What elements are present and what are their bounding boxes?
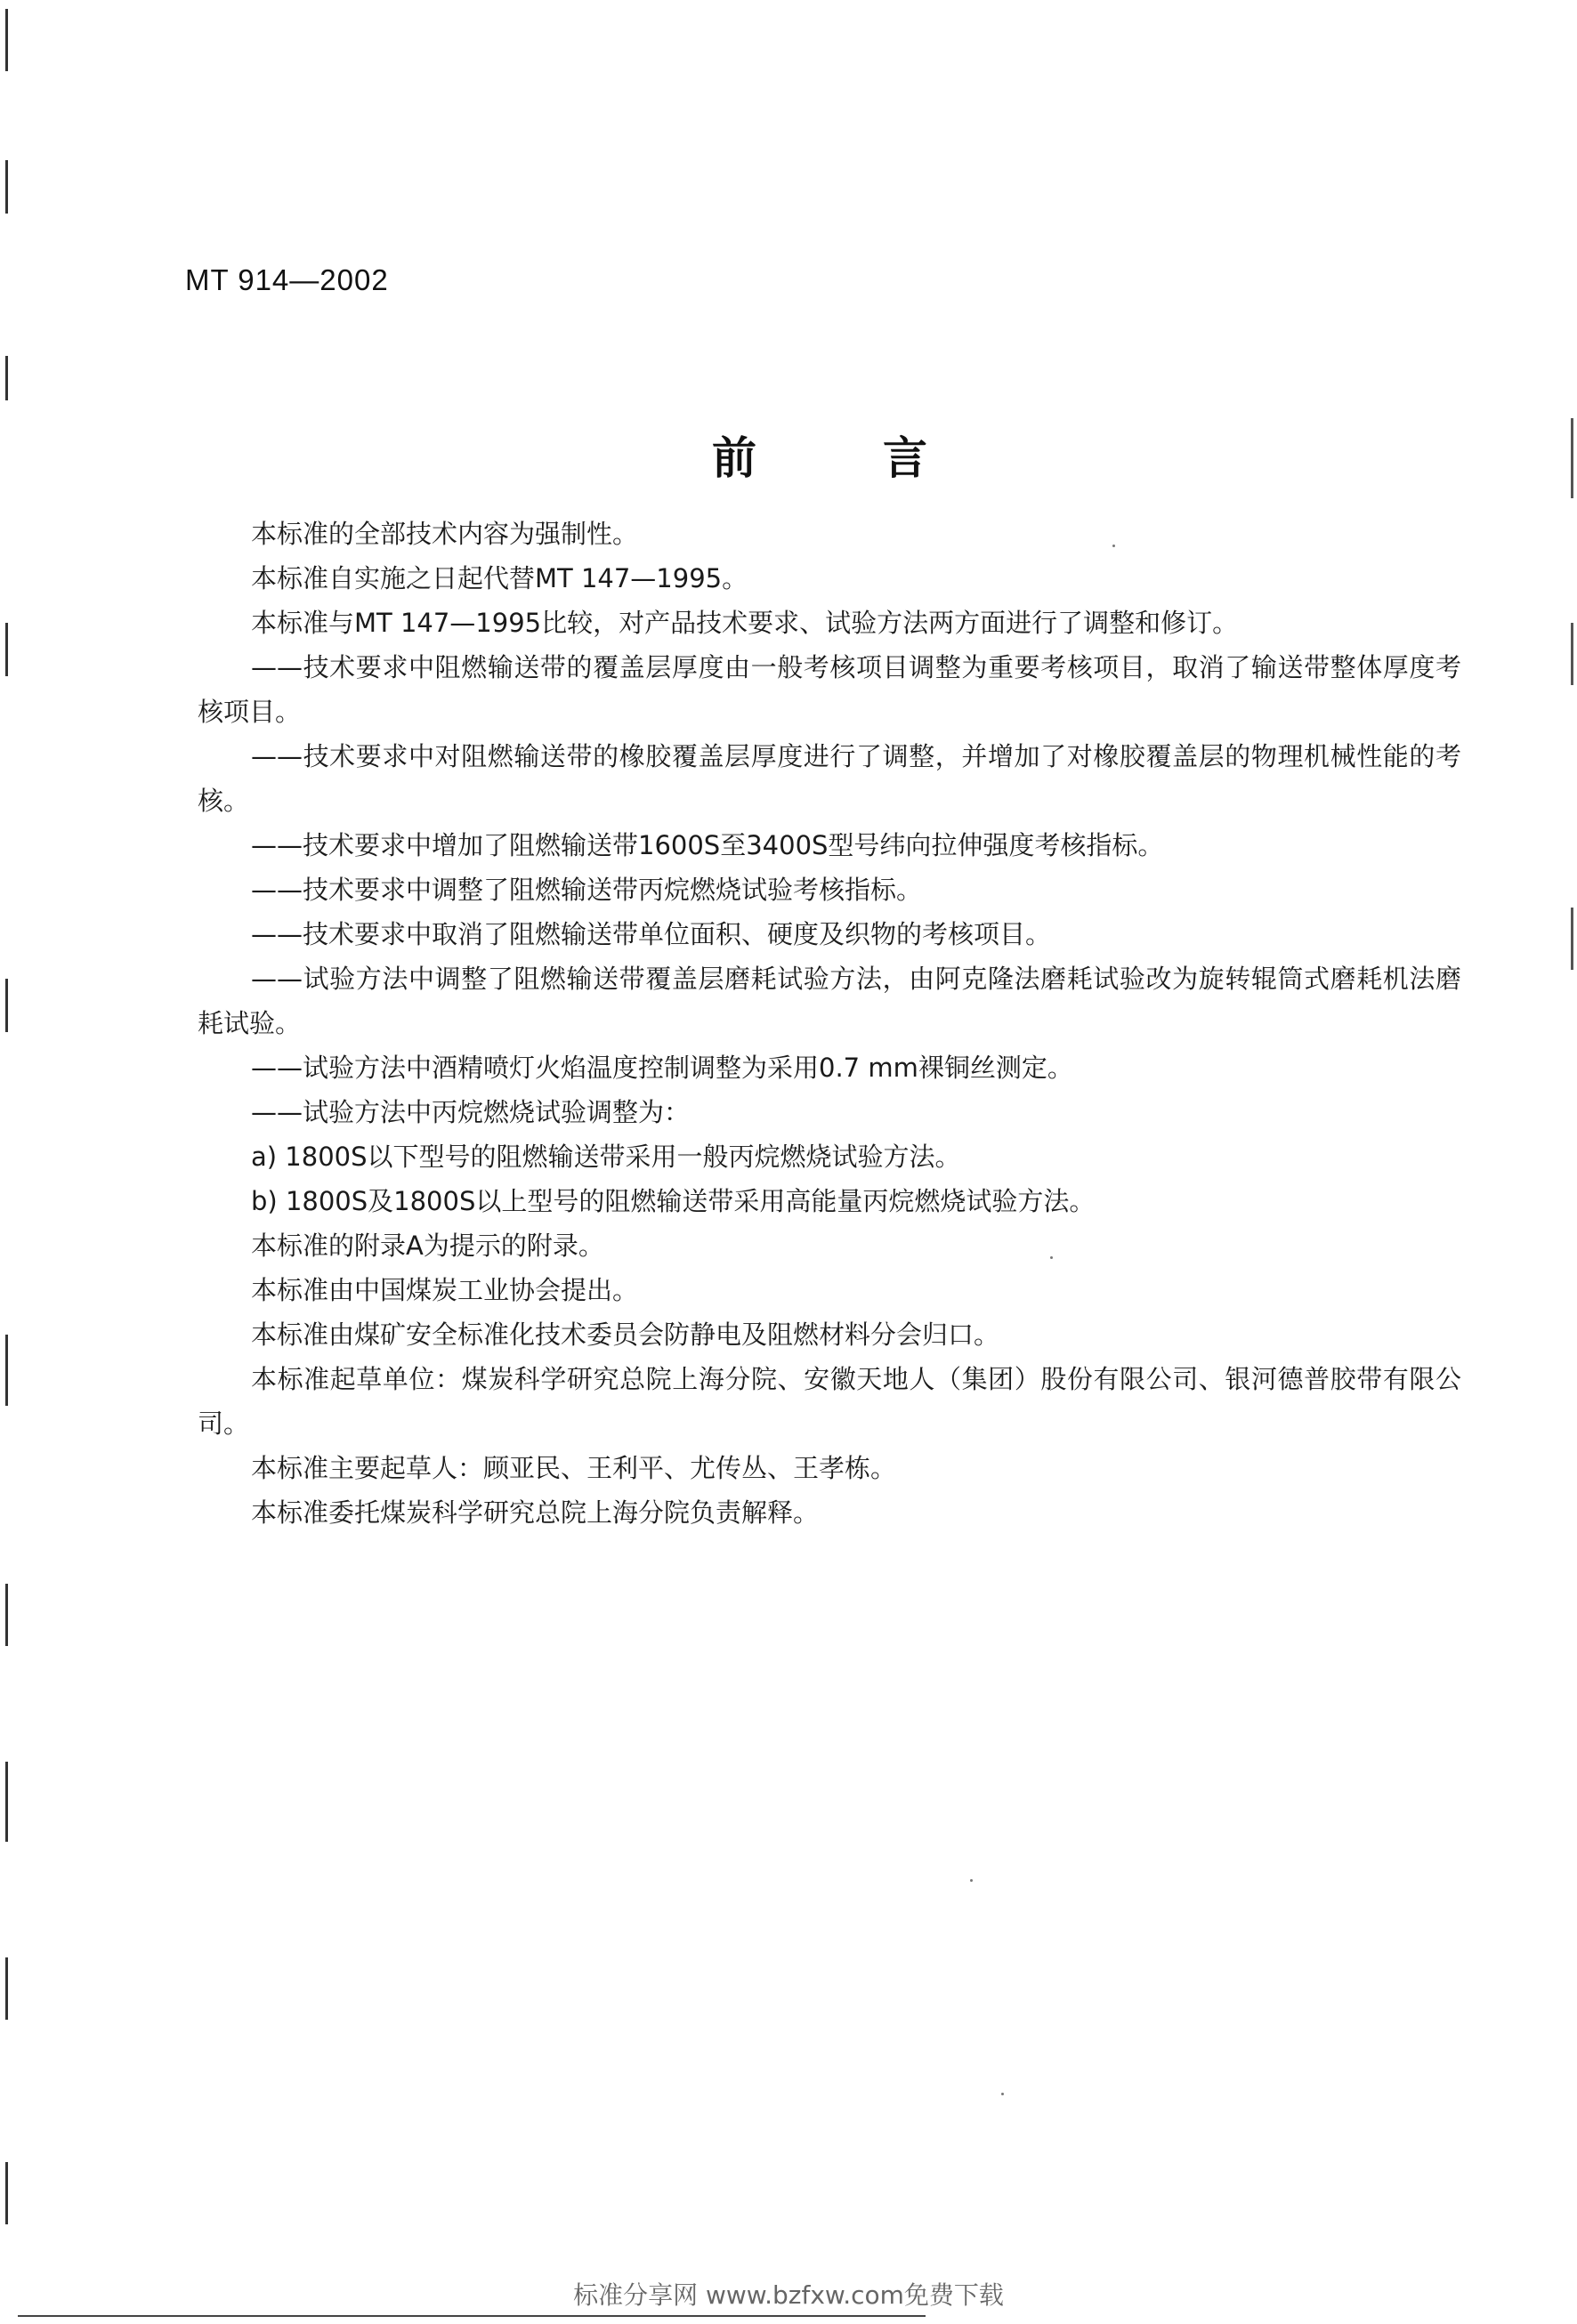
- footer-rule: [18, 2315, 926, 2317]
- scan-edge-mark: [5, 160, 8, 214]
- paragraph: ——技术要求中增加了阻燃输送带1600S至3400S型号纬向拉伸强度考核指标。: [251, 830, 1164, 860]
- paragraph: 本标准由煤矿安全标准化技术委员会防静电及阻燃材料分会归口。: [251, 1319, 1000, 1350]
- list-item: a) 1800S以下型号的阻燃输送带采用一般丙烷燃烧试验方法。: [251, 1142, 961, 1172]
- scan-speck: [970, 1879, 973, 1882]
- scan-speck: [1050, 1256, 1053, 1259]
- paragraph: 本标准由中国煤炭工业协会提出。: [251, 1275, 639, 1305]
- paragraph: ——技术要求中阻燃输送带的覆盖层厚度由一般考核项目调整为重要考核项目，取消了输送带整体厚度考核项目。: [198, 652, 1461, 727]
- paragraph: 本标准主要起草人：顾亚民、王利平、尤传丛、王孝栋。: [251, 1453, 897, 1483]
- paragraph: ——技术要求中取消了阻燃输送带单位面积、硬度及织物的考核项目。: [251, 919, 1052, 949]
- standard-number: MT 914—2002: [185, 263, 389, 296]
- scan-edge-mark: [5, 356, 8, 400]
- scan-edge-mark: [5, 2162, 8, 2224]
- scan-edge-mark: [5, 623, 8, 676]
- scan-edge-mark: [1571, 623, 1573, 685]
- paragraph: ——技术要求中对阻燃输送带的橡胶覆盖层厚度进行了调整，并增加了对橡胶覆盖层的物理机械性能的考核。: [198, 741, 1461, 816]
- scan-speck: [1001, 2093, 1004, 2095]
- scan-edge-mark: [5, 979, 8, 1032]
- paragraph: 本标准的全部技术内容为强制性。: [251, 519, 639, 549]
- scan-edge-mark: [5, 1762, 8, 1842]
- paragraph: 本标准的附录A为提示的附录。: [251, 1231, 604, 1261]
- footer-watermark: 标准分享网 www.bzfxw.com免费下载: [573, 2280, 1004, 2310]
- title-char-2: 言: [883, 432, 927, 484]
- scan-speck: [1112, 545, 1115, 547]
- paragraph: 本标准与MT 147—1995比较，对产品技术要求、试验方法两方面进行了调整和修订。: [251, 608, 1239, 638]
- scan-edge-mark: [1571, 418, 1573, 498]
- scan-edge-mark: [1571, 908, 1573, 970]
- list-item: b) 1800S及1800S以上型号的阻燃输送带采用高能量丙烷燃烧试验方法。: [251, 1186, 1096, 1216]
- paragraph: ——技术要求中调整了阻燃输送带丙烷燃烧试验考核指标。: [251, 875, 923, 905]
- paragraph: ——试验方法中调整了阻燃输送带覆盖层磨耗试验方法，由阿克隆法磨耗试验改为旋转辊筒式磨耗机法磨耗试验。: [198, 964, 1461, 1038]
- paragraph: ——试验方法中丙烷燃烧试验调整为：: [251, 1097, 691, 1127]
- scan-edge-mark: [5, 1584, 8, 1646]
- scan-edge-mark: [5, 1335, 8, 1406]
- scan-edge-mark: [5, 9, 8, 71]
- document-body: [198, 512, 1461, 1535]
- scan-edge-mark: [5, 1957, 8, 2020]
- paragraph: 本标准委托煤炭科学研究总院上海分院负责解释。: [251, 1497, 820, 1528]
- title-char-1: 前: [712, 432, 756, 484]
- paragraph: ——试验方法中酒精喷灯火焰温度控制调整为采用0.7 mm裸铜丝测定。: [251, 1053, 1073, 1083]
- paragraph: 本标准起草单位：煤炭科学研究总院上海分院、安徽天地人（集团）股份有限公司、银河德普胶带有限公司。: [198, 1364, 1461, 1439]
- paragraph: 本标准自实施之日起代替MT 147—1995。: [251, 563, 748, 593]
